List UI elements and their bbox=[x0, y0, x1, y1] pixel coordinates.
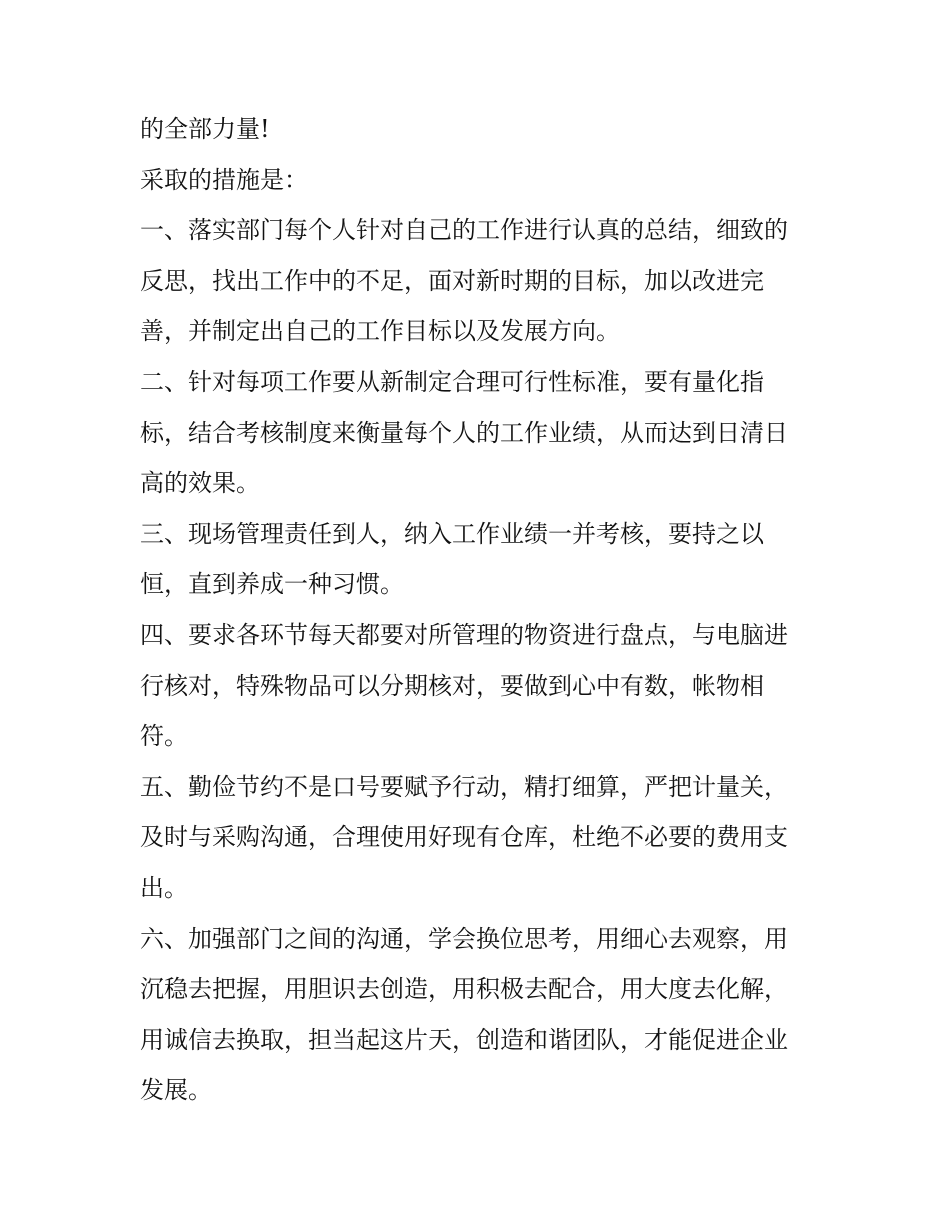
text-line: 善，并制定出自己的工作目标以及发展方向。 bbox=[140, 317, 620, 346]
text-line: 六、加强部门之间的沟通，学会换位思考，用细心去观察，用 bbox=[140, 924, 788, 953]
text-line: 一、落实部门每个人针对自己的工作进行认真的总结，细致的 bbox=[140, 216, 788, 245]
text-line: 发展。 bbox=[140, 1076, 212, 1105]
text-line: 符。 bbox=[140, 722, 188, 751]
text-line: 五、勤俭节约不是口号要赋予行动，精打细算，严把计量关， bbox=[140, 772, 788, 801]
text-line: 出。 bbox=[140, 873, 188, 902]
document-body bbox=[140, 104, 820, 1116]
text-line: 标，结合考核制度来衡量每个人的工作业绩，从而达到日清日 bbox=[140, 418, 788, 447]
text-line: 的全部力量! bbox=[140, 115, 270, 143]
text-line: 用诚信去换取，担当起这片天，创造和谐团队，才能促进企业 bbox=[140, 1025, 788, 1054]
text-line: 采取的措施是： bbox=[140, 165, 308, 194]
text-line: 恒，直到养成一种习惯。 bbox=[140, 570, 404, 599]
text-line: 高的效果。 bbox=[140, 469, 260, 498]
text-line: 四、要求各环节每天都要对所管理的物资进行盘点，与电脑进 bbox=[140, 620, 788, 649]
text-line: 沉稳去把握，用胆识去创造，用积极去配合，用大度去化解， bbox=[140, 975, 788, 1004]
text-line: 反思，找出工作中的不足，面对新时期的目标，加以改进完 bbox=[140, 266, 764, 295]
text-line: 二、针对每项工作要从新制定合理可行性标准，要有量化指 bbox=[140, 367, 764, 396]
text-line: 三、现场管理责任到人，纳入工作业绩一并考核，要持之以 bbox=[140, 519, 764, 548]
text-line: 及时与采购沟通，合理使用好现有仓库，杜绝不必要的费用支 bbox=[140, 823, 788, 852]
text-line: 行核对，特殊物品可以分期核对，要做到心中有数，帐物相 bbox=[140, 671, 764, 700]
